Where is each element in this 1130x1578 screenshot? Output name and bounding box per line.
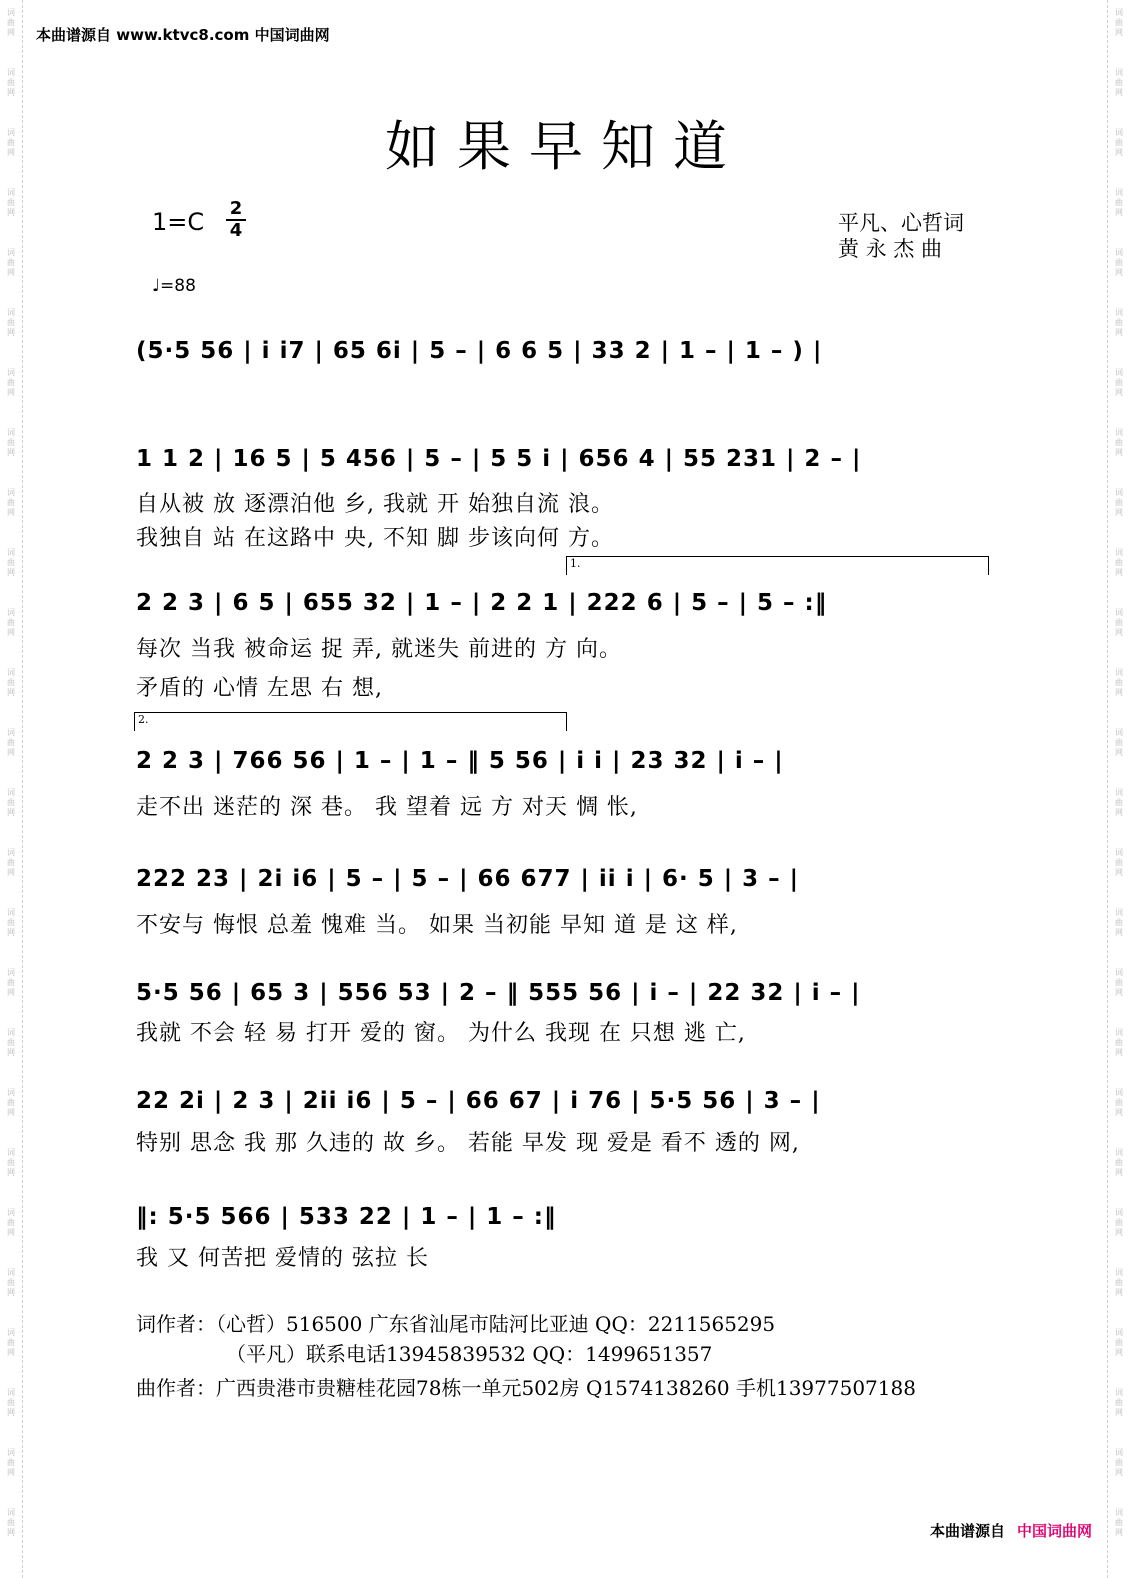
time-bottom: 4 [229,220,243,241]
watermark-glyphs: 词 曲 网 [7,788,15,817]
watermark-glyphs: 词 曲 网 [7,1088,15,1117]
score-line-8-notes: ‖: 5·5 566 | 533 22 | 1 – | 1 – :‖ [136,1204,557,1230]
watermark-glyphs: 词 曲 网 [1115,1088,1123,1117]
watermark-glyphs: 词 曲 网 [7,68,15,97]
watermark-glyphs: 词 曲 网 [1115,428,1123,457]
watermark-glyphs: 词 曲 网 [7,548,15,577]
watermark-glyphs: 词 曲 网 [7,128,15,157]
score-line-3-lyric-2: 矛盾的 心情 左思 右 想, [136,676,383,701]
watermark-glyphs: 词 曲 网 [7,1508,15,1537]
source-footer [930,1520,1092,1541]
watermark-glyphs: 词 曲 网 [1115,1388,1123,1417]
watermark-glyphs: 词 曲 网 [1115,848,1123,877]
watermark-glyphs: 词 曲 网 [1115,788,1123,817]
lyricist-info-label: 词作者： [136,1312,216,1336]
watermark-glyphs: 词 曲 网 [7,308,15,337]
watermark-glyphs: 词 曲 网 [7,368,15,397]
watermark-glyphs: 词 曲 网 [1115,1508,1123,1537]
composer-info-label: 曲作者： [136,1376,216,1400]
watermark-glyphs: 词 曲 网 [1115,1328,1123,1357]
composer-credit: 黄 永 杰 曲 [838,237,943,261]
lyricist-info-line-1 [136,1308,775,1337]
first-ending-label: 1. [570,557,581,570]
watermark-glyphs: 词 曲 网 [1115,1148,1123,1177]
watermark-glyphs: 词 曲 网 [1115,128,1123,157]
watermark-glyphs: 词 曲 网 [7,8,15,37]
watermark-glyphs: 词 曲 网 [7,668,15,697]
watermark-glyphs: 词 曲 网 [1115,728,1123,757]
score-line-7-notes: 22 2i | 2 3 | 2ii i6 | 5 – | 66 67 | i 76 | 5·5 56 | 3 – | [136,1088,821,1114]
watermark-glyphs: 词 曲 网 [7,488,15,517]
watermark-glyphs: 词 曲 网 [1115,668,1123,697]
song-title: 如果早知道 [385,115,745,178]
composer-info-line [136,1372,916,1401]
watermark-glyphs: 词 曲 网 [7,248,15,277]
time-top: 2 [229,198,243,219]
watermark-glyphs: 词 曲 网 [7,188,15,217]
watermark-glyphs: 词 曲 网 [7,1208,15,1237]
watermark-glyphs: 词 曲 网 [7,428,15,457]
score-line-1-notes: (5·5 56 | i i7 | 65 6i | 5 – | 6 6 5 | 33 2 | 1 – | 1 – ) | [136,338,823,364]
score-line-4-lyric-1: 走不出 迷茫的 深 巷。 我 望着 远 方 对天 惆 怅, [136,795,638,820]
source-header [36,24,330,45]
watermark-glyphs: 词 曲 网 [1115,548,1123,577]
footer-source-prefix: 本曲谱源自 [929,1522,1005,1540]
watermark-glyphs: 词 曲 网 [7,1448,15,1477]
watermark-glyphs: 词 曲 网 [1115,68,1123,97]
watermark-glyphs: 词 曲 网 [7,1028,15,1057]
credits [838,210,964,262]
time-signature [226,200,246,240]
watermark-glyphs: 词 曲 网 [1115,908,1123,937]
source-site: 中国词曲网 [254,26,330,44]
footer-source-site: 中国词曲网 [1016,1522,1092,1540]
score-line-7-lyric-1: 特别 思念 我 那 久违的 故 乡。 若能 早发 现 爱是 看不 透的 网, [136,1131,800,1156]
watermark-glyphs: 词 曲 网 [7,1388,15,1417]
composer-info-text: 广西贵港市贵糖桂花园78栋一单元502房 Q1574138260 手机13977507188 [216,1376,916,1400]
watermark-glyphs: 词 曲 网 [1115,488,1123,517]
watermark-glyphs: 词 曲 网 [7,1268,15,1297]
second-ending-label: 2. [138,713,149,726]
watermark-glyphs: 词 曲 网 [1115,1208,1123,1237]
lyricist-info-line-2: （平凡）联系电话13945839532 QQ：1499651357 [226,1342,713,1366]
watermark-glyphs: 词 曲 网 [7,908,15,937]
source-prefix: 本曲谱源自 [36,26,112,44]
score-line-6-notes: 5·5 56 | 65 3 | 556 53 | 2 – ‖ 555 56 | i – | 22 32 | i – | [136,980,861,1006]
watermark-glyphs: 词 曲 网 [1115,968,1123,997]
watermark-glyphs: 词 曲 网 [7,608,15,637]
watermark-glyphs: 词 曲 网 [1115,1448,1123,1477]
watermark-glyphs: 词 曲 网 [7,728,15,757]
score-line-2-lyric-2: 我独自 站 在这路中 央, 不知 脚 步该向何 方。 [136,526,614,551]
score-line-2-lyric-1: 自从被 放 逐漂泊他 乡, 我就 开 始独自流 浪。 [136,492,614,517]
score-line-6-lyric-1: 我就 不会 轻 易 打开 爱的 窗。 为什么 我现 在 只想 逃 亡, [136,1021,746,1046]
watermark-glyphs: 词 曲 网 [1115,608,1123,637]
score-line-3-lyric-1: 每次 当我 被命运 捉 弄, 就迷失 前进的 方 向。 [136,637,622,662]
source-url: www.ktvc8.com [116,26,250,44]
watermark-glyphs: 词 曲 网 [1115,8,1123,37]
watermark-glyphs: 词 曲 网 [1115,308,1123,337]
watermark-glyphs: 词 曲 网 [7,848,15,877]
left-watermark-strip [0,0,23,1578]
score-line-3-notes: 2 2 3 | 6 5 | 655 32 | 1 – | 2 2 1 | 222 6 | 5 – | 5 – :‖ [136,590,828,616]
tempo-marking: ♩=88 [152,276,196,296]
watermark-glyphs: 词 曲 网 [7,1328,15,1357]
score-line-5-lyric-1: 不安与 悔恨 总羞 愧难 当。 如果 当初能 早知 道 是 这 样, [136,913,738,938]
watermark-glyphs: 词 曲 网 [7,968,15,997]
lyricist-info-text-1: （心哲）516500 广东省汕尾市陆河比亚迪 QQ：2211565295 [216,1312,776,1336]
second-ending-bracket [134,712,567,731]
watermark-glyphs: 词 曲 网 [7,1148,15,1177]
lyricist-credit: 平凡、心哲词 [838,211,964,235]
right-watermark-strip [1107,0,1130,1578]
watermark-glyphs: 词 曲 网 [1115,1268,1123,1297]
watermark-glyphs: 词 曲 网 [1115,188,1123,217]
score-line-8-lyric-1: 我 又 何苦把 爱情的 弦拉 长 [136,1246,429,1271]
watermark-glyphs: 词 曲 网 [1115,1028,1123,1057]
key-signature: 1=C [152,208,205,236]
watermark-glyphs: 词 曲 网 [1115,248,1123,277]
score-line-5-notes: 222 23 | 2i i6 | 5 – | 5 – | 66 677 | ii i | 6· 5 | 3 – | [136,866,800,892]
first-ending-bracket [566,556,989,575]
score-line-4-notes: 2 2 3 | 766 56 | 1 – | 1 – ‖ 5 56 | i i | 23 32 | i – | [136,748,784,774]
watermark-glyphs: 词 曲 网 [1115,368,1123,397]
score-line-2-notes: 1 1 2 | 16 5 | 5 456 | 5 – | 5 5 i | 656 4 | 55 231 | 2 – | [136,446,862,472]
